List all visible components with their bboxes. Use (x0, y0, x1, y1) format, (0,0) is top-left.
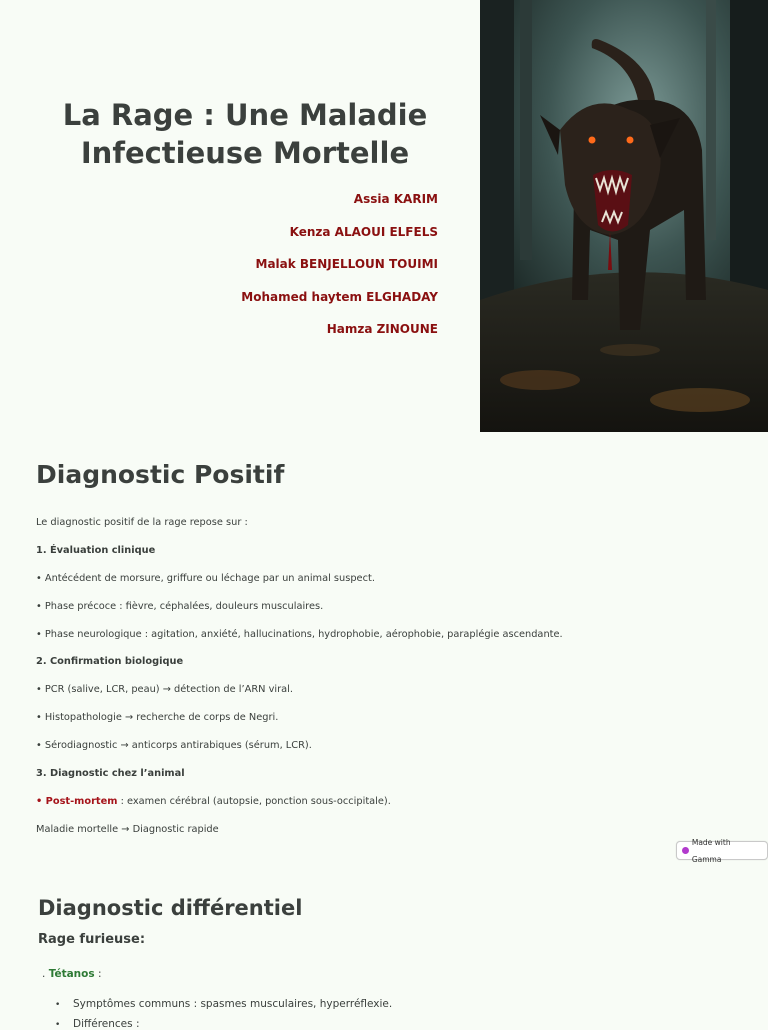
author-name: Kenza ALAOUI ELFELS (289, 224, 438, 239)
tetanos-line (42, 968, 102, 980)
list-item: • Phase neurologique : agitation, anxiété, hallucinations, hydrophobie, aérophobie, paraplégie ascendante. (36, 628, 563, 640)
postmortem-label: • Post-mortem (36, 795, 118, 807)
list-item: • Phase précoce : fièvre, céphalées, douleurs musculaires. (36, 600, 324, 612)
subsection-title: 2. Confirmation biologique (36, 656, 184, 668)
section-heading: Diagnostic Positif (36, 460, 285, 489)
rabid-dog-image (480, 0, 768, 432)
author-name: Assia KARIM (353, 192, 438, 206)
badge-label: Made with Gamma (691, 837, 731, 864)
author-list (241, 190, 438, 353)
presentation-title: La Rage : Une Maladie Infectieuse Mortelle (62, 98, 428, 170)
bullet-icon: • (55, 1000, 61, 1010)
list-item (55, 1018, 139, 1030)
list-item: • Histopathologie → recherche de corps de Negri. (36, 712, 279, 724)
list-item: • PCR (salive, LCR, peau) → détection de l’ARN viral. (36, 684, 293, 696)
list-item-text: Symptômes communs : spasmes musculaires, hyperréflexie. (73, 998, 393, 1010)
diagnostic-positif-slide (0, 432, 768, 862)
author-name: Mohamed haytem ELGHADAY (241, 289, 438, 304)
list-item (36, 795, 563, 823)
list-item: • Antécédent de morsure, griffure ou léchage par un animal suspect. (36, 572, 375, 584)
subsection-heading: Rage furieuse: (38, 932, 146, 947)
made-with-gamma-badge[interactable] (676, 837, 768, 864)
author-name: Malak BENJELLOUN TOUIMI (255, 257, 438, 271)
tetanos-suffix: : (94, 968, 102, 980)
subsection-title: 3. Diagnostic chez l’animal (36, 768, 185, 780)
tetanos-label: Tétanos (48, 968, 95, 980)
section-heading: Diagnostic différentiel (38, 896, 303, 920)
gamma-logo-icon (682, 847, 689, 854)
list-item: • Sérodiagnostic → anticorps antirabiques (sérum, LCR). (36, 740, 312, 752)
title-slide (0, 0, 768, 432)
bullet-icon: • (55, 1020, 61, 1030)
conclusion-text: Maladie mortelle → Diagnostic rapide (36, 823, 219, 835)
diagnostic-differentiel-slide (0, 862, 768, 1030)
subsection-title: 1. Évaluation clinique (36, 544, 156, 556)
author-name: Hamza ZINOUNE (326, 322, 438, 336)
postmortem-text: : examen cérébral (autopsie, ponction sous-occipitale). (117, 795, 391, 807)
diagnostic-content (36, 516, 563, 851)
list-item-text: Différences : (73, 1018, 140, 1030)
list-item (55, 998, 392, 1010)
prefix: . (42, 968, 49, 980)
intro-text: Le diagnostic positif de la rage repose sur : (36, 517, 248, 528)
